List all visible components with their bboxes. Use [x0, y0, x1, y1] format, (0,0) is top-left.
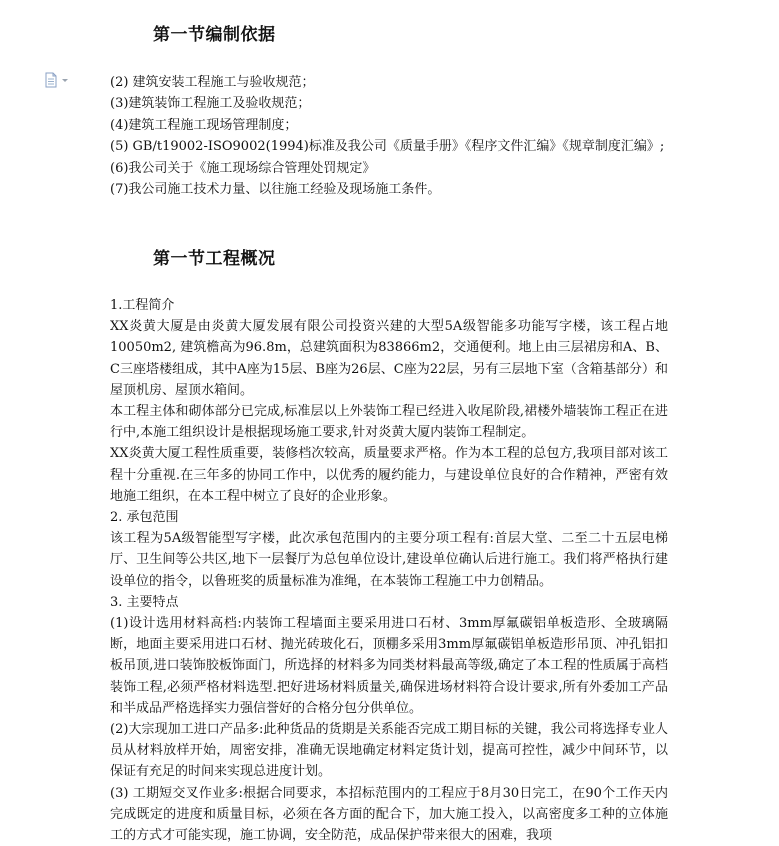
paragraph: (3) 工期短交叉作业多:根据合同要求，本招标范围内的工程应于8月30日完工，在90个工作天内完成既定的进度和质量目标，必须在各方面的配合下，加大施工投入，以高密度多工种的立体施工的方式才可能实现，施工协调，安全防范，成品保护带来很大的困难，我项: [110, 785, 668, 844]
basis-list: [110, 72, 670, 200]
subheading-scope: 2. 承包范围: [110, 510, 179, 526]
paragraph: (2)大宗现加工进口产品多:此种货品的货期是关系能否完成工期目标的关键，我公司将选择专业人员从材料放样开始，周密安排，准确无误地确定材料定货计划，提高可控性，减少中间环节，以保证有充足的时间来实现总进度计划。: [110, 722, 668, 780]
overview-body: [110, 295, 668, 846]
list-item: (5) GB/t19002-ISO9002(1994)标准及我公司《质量手册》《程序文件汇编》《规章制度汇编》;: [110, 139, 665, 155]
paragraph: (1)设计选用材料高档:内装饰工程墙面主要采用进口石材、3mm厚氟碳铝单板造形、全玻璃隔断，地面主要采用进口石材、抛光砖玻化石，顶棚多采用3mm厚氟碳铝单板造形吊顶、冲孔铝扣板吊顶,进口装饰胶板饰面门，所选择的材料多为同类材料最高等级,确定了本工程的性质属于高档装饰工程,必须严格材料选型.把好进场材料质量关,确保进场材料符合设计要求,所有外委加工产品和半成品严格选择实力强信誉好的合格分包分供单位。: [110, 616, 668, 716]
list-item: (4)建筑工程施工现场管理制度；: [110, 117, 298, 133]
paragraph: 本工程主体和砌体部分已完成,标准层以上外装饰工程已经进入收尾阶段,裙楼外墙装饰工程正在进行中,本施工组织设计是根据现场施工要求,针对炎黄大厦内装饰工程制定。: [110, 404, 668, 441]
list-item: (2) 建筑安装工程施工与验收规范；: [110, 75, 315, 90]
section-title-overview: 第一节工程概况: [153, 249, 276, 269]
paragraph: XX炎黄大厦是由炎黄大厦发展有限公司投资兴建的大型5A级智能多功能写字楼，该工程占地10050m2, 建筑檐高为96.8m，总建筑面积为83866m2，交通便利。地上由三层裙房和A、B、C三座塔楼组成，其中A座为15层、B座为26层、C座为22层，另有三层地下室（含箱基部分）和屋顶机房、屋顶水箱间。: [110, 319, 668, 398]
subheading-intro: 1.工程简介: [110, 298, 175, 313]
paragraph: XX炎黄大厦工程性质重要，装修档次较高，质量要求严格。作为本工程的总包方,我项目部对该工程十分重视.在三年多的协同工作中，以优秀的履约能力，与建设单位良好的合作精神，严密有效地施工组织，在本工程中树立了良好的企业形象。: [110, 446, 668, 504]
list-item: (7)我公司施工技术力量、以往施工经验及现场施工条件。: [110, 182, 441, 198]
list-item: (6)我公司关于《施工现场综合管理处罚规定》: [110, 160, 376, 176]
subheading-features: 3. 主要特点: [110, 594, 179, 610]
section-title-basis: 第一节编制依据: [153, 25, 276, 45]
document-menu-button[interactable]: [44, 72, 72, 88]
list-item: (3)建筑装饰工程施工及验收规范；: [110, 96, 311, 112]
paragraph: 该工程为5A级智能型写字楼，此次承包范围内的主要分项工程有:首层大堂、二至二十五层电梯厅、卫生间等公共区,地下一层餐厅为总包单位设计,建设单位确认后进行施工。我们将严格执行建设单位的指令，以鲁班奖的质量标准为准绳，在本装饰工程施工中力创精品。: [110, 531, 668, 589]
document-icon: [44, 72, 72, 88]
chevron-down-icon: [62, 79, 68, 82]
